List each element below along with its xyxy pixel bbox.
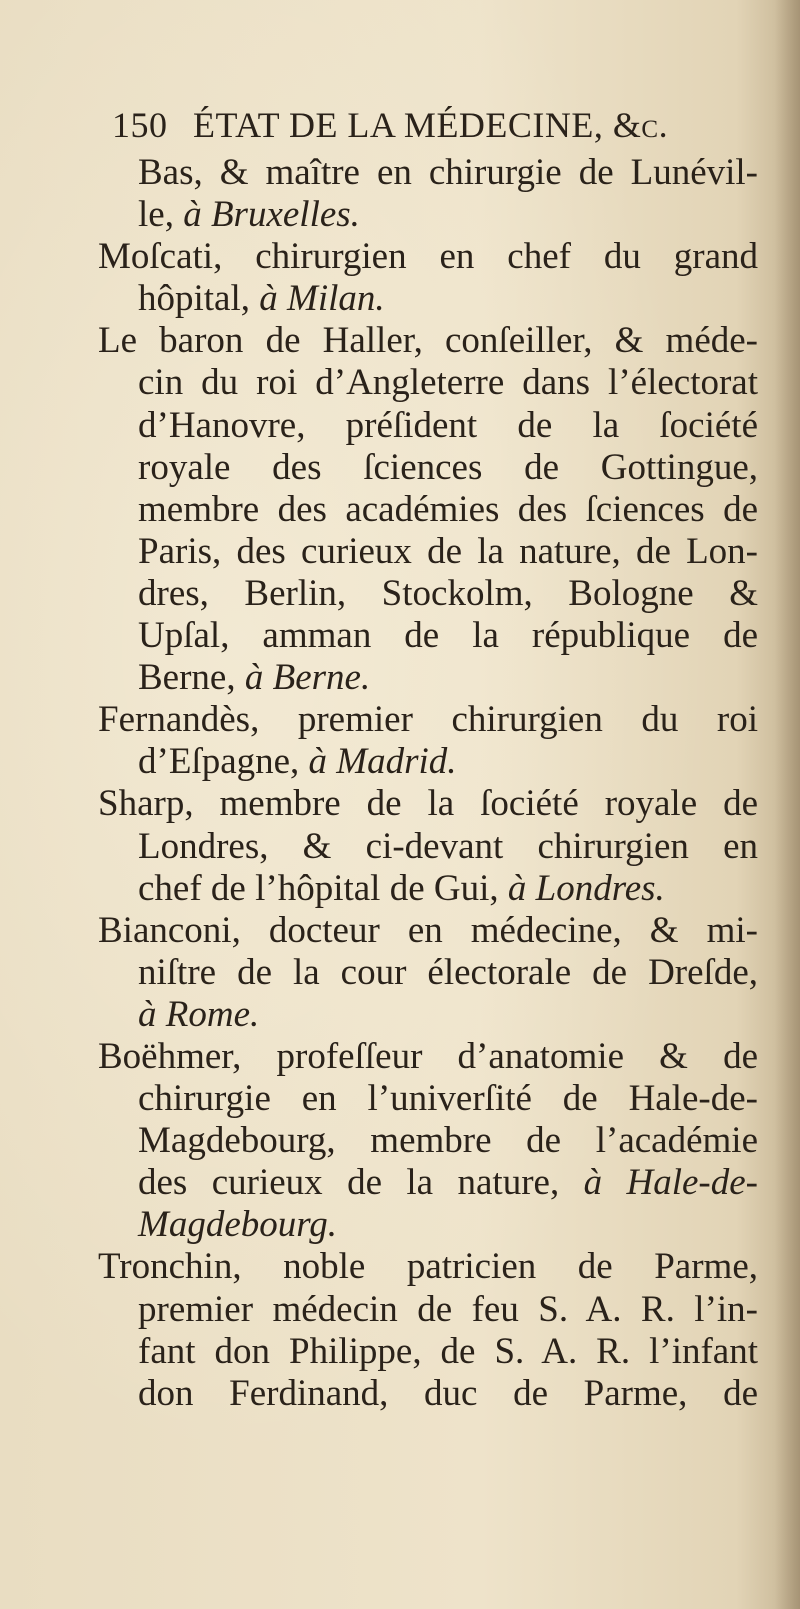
text-line [98,1331,758,1373]
place-name-italic: à Rome. [138,993,260,1035]
line-text: Tronchin, noble patricien de Parme, [98,1246,758,1288]
line-text: Magdebourg, membre de l’académie [138,1120,758,1162]
place-name-italic: à Bruxelles. [183,194,360,236]
text-line [98,1289,758,1331]
line-text: chef de l’hôpital de Gui, [138,867,508,909]
place-name-italic: à Madrid. [308,741,457,783]
place-name-italic: à Hale-de- [583,1162,758,1204]
text-line [98,1246,758,1288]
line-text: d’Hanovre, préſident de la ſociété [138,404,758,446]
text-line [98,1120,758,1162]
line-text: Boëhmer, profeſſeur d’anatomie & de [98,1035,758,1077]
line-text: chirurgie en l’univerſité de Hale-de- [138,1078,758,1120]
text-body [98,152,758,1415]
line-text: don Ferdinand, duc de Parme, de [138,1372,758,1414]
place-name-italic: Magdebourg. [138,1204,338,1246]
line-text: Bas, & maître en chirurgie de Lunévil- [138,152,758,193]
line-text: Sharp, membre de la ſociété royale de [98,783,758,825]
text-line [98,952,758,994]
text-line [98,1204,758,1246]
text-line [98,1373,758,1415]
text-line [98,994,758,1036]
line-text: le, [138,194,184,236]
line-text: premier médecin de feu S. A. R. l’in- [138,1288,758,1330]
line-text: Moſcati, chirurgien en chef du grand [98,236,758,278]
page-number: 150 [112,105,168,145]
text-line [98,405,758,447]
line-text: Upſal, amman de la république de [138,615,758,657]
line-text: Londres, & ci-devant chirurgien en [138,825,758,867]
text-line [98,194,758,236]
line-text: Bianconi, docteur en médecine, & mi- [98,909,758,951]
running-head [112,104,668,146]
line-text: hôpital, [138,278,260,320]
text-line [98,531,758,573]
text-line [98,1036,758,1078]
line-text: Le baron de Haller, conſeiller, & méde- [98,320,758,362]
text-line [98,783,758,825]
text-line [98,447,758,489]
line-text: royale des ſciences de Gottingue, [138,446,758,488]
text-line [98,868,758,910]
text-line [98,152,758,194]
text-line [98,699,758,741]
line-text: Berne, [138,657,245,699]
text-line [98,236,758,278]
line-text: niſtre de la cour électorale de Dreſde, [138,951,758,993]
page-edge-shadow [774,0,800,1609]
place-name-italic: à Milan. [259,278,385,320]
text-line [98,489,758,531]
text-line [98,615,758,657]
text-line [98,1162,758,1204]
text-line [98,573,758,615]
line-text: d’Eſpagne, [138,741,309,783]
line-text: Paris, des curieux de la nature, de Lon- [138,530,758,572]
line-text: des curieux de la nature, [138,1162,584,1204]
line-text: membre des académies des ſciences de [138,488,758,530]
text-line [98,1078,758,1120]
line-text: Fernandès, premier chirurgien du roi [98,699,758,741]
line-text: dres, Berlin, Stockolm, Bologne & [138,572,758,614]
text-line [98,657,758,699]
text-line [98,741,758,783]
text-line [98,826,758,868]
line-text: fant don Philippe, de S. A. R. l’infant [138,1330,758,1372]
line-text: cin du roi d’Angleterre dans l’électorat [138,362,758,404]
text-line [98,910,758,952]
running-title: ÉTAT DE LA MÉDECINE, &c. [193,105,669,145]
text-line [98,362,758,404]
text-line [98,320,758,362]
place-name-italic: à Londres. [507,867,665,909]
text-line [98,278,758,320]
place-name-italic: à Berne. [244,657,371,699]
